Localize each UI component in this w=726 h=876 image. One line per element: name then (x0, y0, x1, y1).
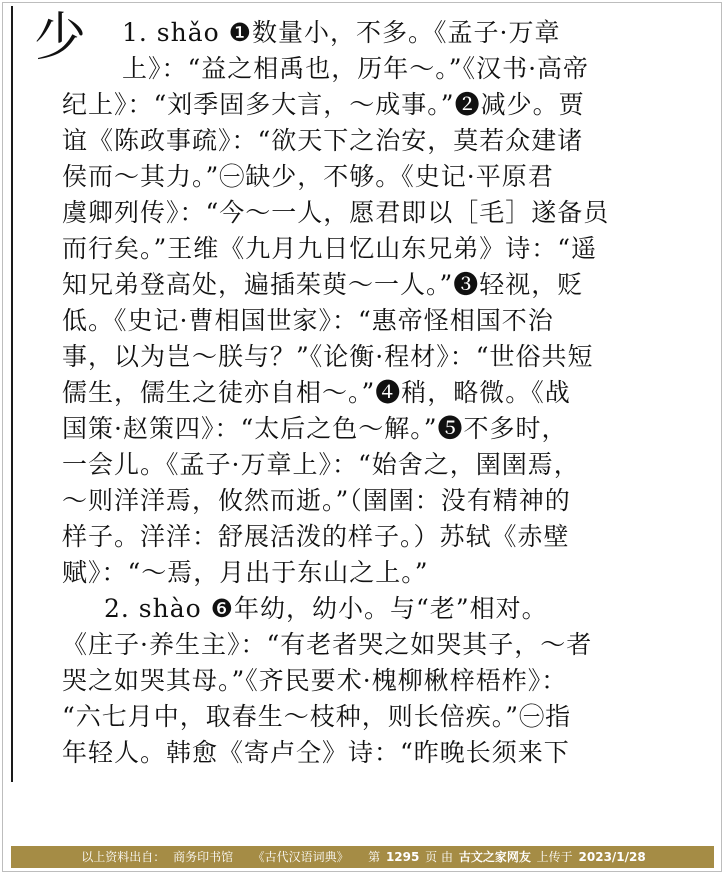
footer-page-number: 1295 (385, 850, 420, 864)
entry-line: 儒生，儒生之徒亦自相～。”❹稍，略微。《战 (62, 378, 571, 407)
column-rule (11, 6, 13, 782)
entry-line: 纪上》：“刘季固多大言，～成事。”❷减少。贾 (62, 90, 585, 119)
entry-line: 虞卿列传》：“今～一人，愿君即以［毛］遂备员 (62, 198, 610, 227)
footer-page-post: 页 由 (425, 850, 453, 864)
entry-line: 哭之如哭其母。”《齐民要术·槐柳楸梓梧柞》： (62, 666, 568, 695)
entry-line: 侯而～其力。”㊀缺少，不够。《史记·平原君 (62, 162, 554, 191)
entry-line: 低。《史记·曹相国世家》：“惠帝怪相国不治 (62, 306, 554, 335)
entry-line: 样子。洋洋：舒展活泼的样子。）苏轼《赤壁 (62, 522, 570, 551)
footer-publisher: 商务印书馆 (173, 850, 234, 864)
entry-line: 上》：“益之相禹也，历年～。”《汉书·高帝 (122, 54, 590, 83)
entry-line: 知兄弟登高处，遍插茱萸～一人。”❸轻视，贬 (62, 270, 584, 299)
footer-uploader: 古文之家网友 (458, 850, 531, 864)
entry-line: 谊《陈政事疏》：“欲天下之治安，莫若众建诸 (62, 126, 584, 155)
entry-line: ～则洋洋焉，攸然而逝。”（圉圉：没有精神的 (62, 486, 571, 515)
footer-prefix: 以上资料出自： (81, 850, 166, 864)
source-footer (11, 846, 714, 868)
footer-date: 2023/1/28 (578, 850, 646, 864)
footer-upload-pre: 上传于 (536, 850, 573, 864)
footer-page-pre: 第 (368, 850, 381, 864)
entry-line: 国策·赵策四》：“太后之色～解。”❺不多时， (62, 414, 568, 443)
entry-line: “六七月中，取春生～枝种，则长倍疾。”㊀指 (62, 702, 572, 731)
headword: 少 (34, 8, 87, 68)
footer-book: 《古代汉语词典》 (252, 850, 349, 864)
entry-line: 而行矣。”王维《九月九日忆山东兄弟》诗：“遥 (62, 234, 598, 263)
entry-line: 1. shǎo ❶数量小，不多。《孟子·万章 (122, 18, 561, 47)
entry-line: 年轻人。韩愈《寄卢仝》诗：“昨晚长须来下 (62, 738, 570, 767)
entry-line: 事，以为岂～朕与？”《论衡·程材》：“世俗共短 (62, 342, 594, 371)
entry-line: 赋》：“～焉，月出于东山之上。” (62, 558, 429, 587)
entry-line: 一会儿。《孟子·万章上》：“始舍之，圉圉焉， (62, 450, 580, 479)
entry-line: 《庄子·养生主》：“有老者哭之如哭其子，～者 (62, 630, 593, 659)
entry-line: 2. shào ❻年幼，幼小。与“老”相对。 (104, 594, 548, 623)
